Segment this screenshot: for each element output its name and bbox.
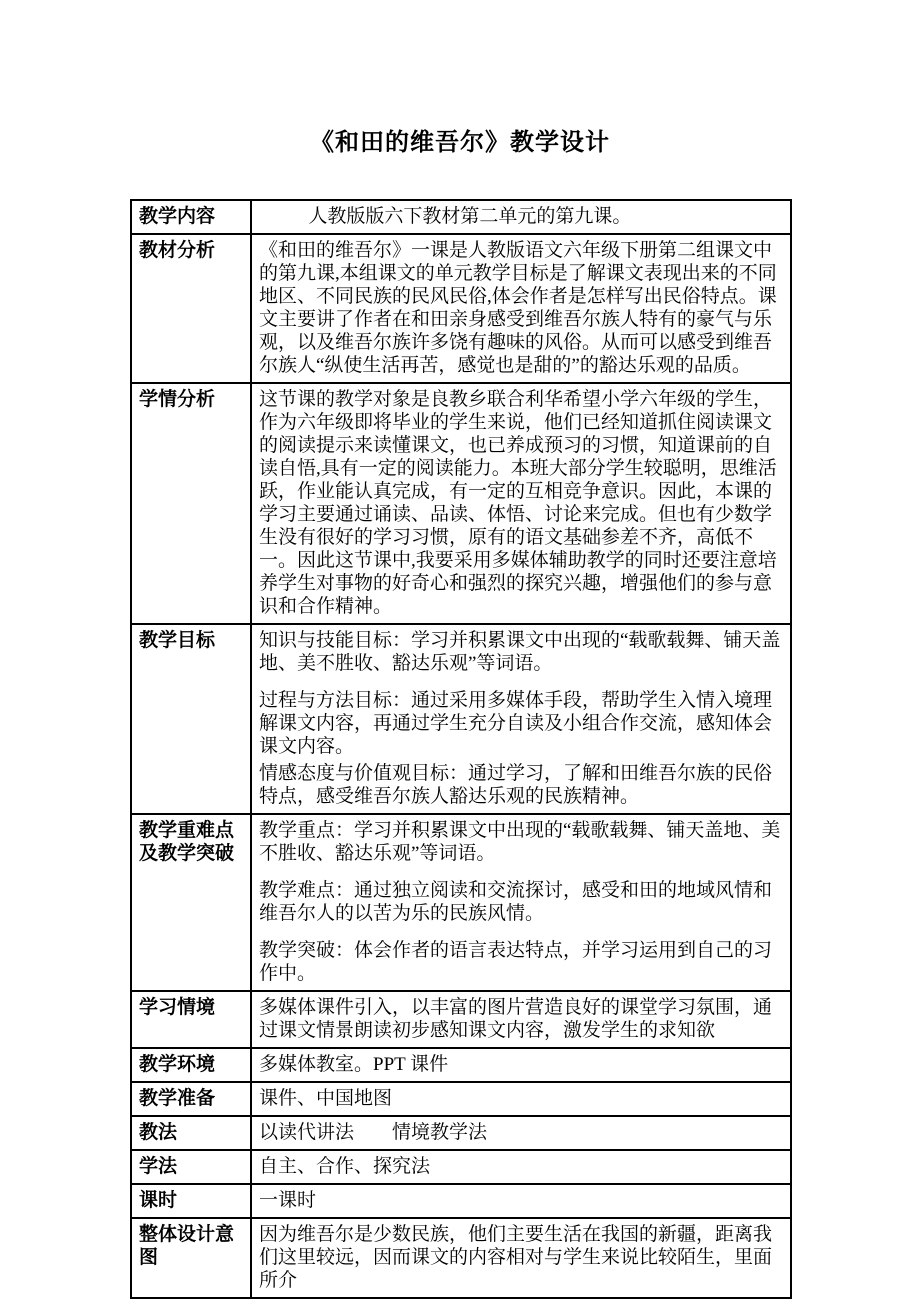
row-content-cell — [251, 991, 791, 1048]
table-row-learning-method — [131, 1150, 791, 1184]
paragraph: 课件、中国地图 — [259, 1088, 393, 1109]
row-content-cell — [251, 1048, 791, 1082]
paragraph: 教学重点：学习并积累课文中出现的“载歌载舞、铺天盖地、美不胜收、豁达乐观”等词语。 — [259, 820, 781, 864]
row-content-cell — [251, 1150, 791, 1184]
row-content-cell — [251, 1184, 791, 1218]
row-label: 学法 — [131, 1150, 251, 1184]
row-label: 学习情境 — [131, 991, 251, 1048]
row-label: 学情分析 — [131, 383, 251, 624]
paragraph: 过程与方法目标：通过采用多媒体手段，帮助学生入情入境理解课文内容，再通过学生充分自读及小组合作交流，感知体会课文内容。 — [259, 690, 773, 757]
row-label: 教法 — [131, 1116, 251, 1150]
row-content-cell — [251, 1082, 791, 1116]
row-label: 教学环境 — [131, 1048, 251, 1082]
paragraph: 多媒体教室。PPT 课件 — [259, 1054, 449, 1075]
table-row-overall-design-intent — [131, 1218, 791, 1298]
row-content-cell — [251, 814, 791, 991]
paragraph: 这节课的教学对象是良教乡联合利华希望小学六年级的学生，作为六年级即将毕业的学生来说，他们已经知道抓住阅读课文的阅读提示来读懂课文，也已养成预习的习惯，知道课前的自读自悟,具有一定的阅读能力。本班大部分学生较聪明，思维活跃，作业能认真完成，有一定的互相竞争意识。因此，本课的学习主要通过诵读、品读、体悟、讨论来完成。但也有少数学生没有很好的学习习惯，原有的语文基础参差不齐，高低不一。因此这节课中,我要采用多媒体辅助教学的同时还要注意培养学生对事物的好奇心和强烈的探究兴趣，增强他们的参与意识和合作精神。 — [259, 389, 777, 617]
paragraph: 教学突破：体会作者的语言表达特点，并学习运用到自己的习作中。 — [259, 940, 773, 984]
table-row-teaching-environment — [131, 1048, 791, 1082]
table-row-learning-situation — [131, 991, 791, 1048]
paragraph: 多媒体课件引入，以丰富的图片营造良好的课堂学习氛围，通过课文情景朗读初步感知课文内容，激发学生的求知欲 — [259, 997, 773, 1041]
page-title: 《和田的维吾尔》教学设计 — [310, 130, 610, 156]
row-content-cell — [251, 383, 791, 624]
row-label: 教学目标 — [131, 624, 251, 814]
table-row-material-analysis — [131, 234, 791, 383]
row-label: 教材分析 — [131, 234, 251, 383]
paragraph: 教学难点：通过独立阅读和交流探讨，感受和田的地域风情和维吾尔人的以苦为乐的民族风情。 — [259, 880, 773, 924]
row-content-cell — [251, 1116, 791, 1150]
paragraph: 自主、合作、探究法 — [259, 1156, 431, 1177]
paragraph: 情感态度与价值观目标：通过学习，了解和田维吾尔族的民俗特点，感受维吾尔族人豁达乐观的民族精神。 — [259, 763, 773, 807]
table-row-teaching-goals — [131, 624, 791, 814]
row-content-cell — [251, 624, 791, 814]
row-content-cell — [251, 1218, 791, 1298]
paragraph: 一课时 — [259, 1190, 317, 1211]
table-row-teaching-preparation — [131, 1082, 791, 1116]
row-label: 教学准备 — [131, 1082, 251, 1116]
lesson-plan-table — [130, 199, 792, 1299]
table-row-learner-analysis — [131, 383, 791, 624]
table-row-teaching-content — [131, 200, 791, 234]
row-label: 整体设计意图 — [131, 1218, 251, 1298]
table-row-class-hours — [131, 1184, 791, 1218]
row-label: 教学内容 — [131, 200, 251, 234]
paragraph: 因为维吾尔是少数民族，他们主要生活在我国的新疆，距离我们这里较远，因而课文的内容相对与学生来说比较陌生，里面所介 — [259, 1224, 773, 1291]
row-label: 课时 — [131, 1184, 251, 1218]
row-content-cell — [251, 200, 791, 234]
paragraph: 《和田的维吾尔》一课是人教版语文六年级下册第二组课文中的第九课,本组课文的单元教学目标是了解课文表现出来的不同地区、不同民族的民风民俗,体会作者是怎样写出民俗特点。课文主要讲了作者在和田亲身感受到维吾尔族人特有的豪气与乐观，以及维吾尔族许多饶有趣味的风俗。从而可以感受到维吾尔族人“纵使生活再苦，感觉也是甜的”的豁达乐观的品质。 — [259, 240, 777, 376]
row-content-cell — [251, 234, 791, 383]
paragraph: 知识与技能目标：学习并积累课文中出现的“载歌载舞、铺天盖地、美不胜收、豁达乐观”等词语。 — [259, 630, 781, 674]
paragraph: 人教版版六下教材第二单元的第九课。 — [308, 206, 632, 227]
table-row-key-points — [131, 814, 791, 991]
table-row-teaching-method — [131, 1116, 791, 1150]
paragraph: 以读代讲法 情境教学法 — [259, 1122, 488, 1143]
row-label: 教学重难点及教学突破 — [131, 814, 251, 991]
